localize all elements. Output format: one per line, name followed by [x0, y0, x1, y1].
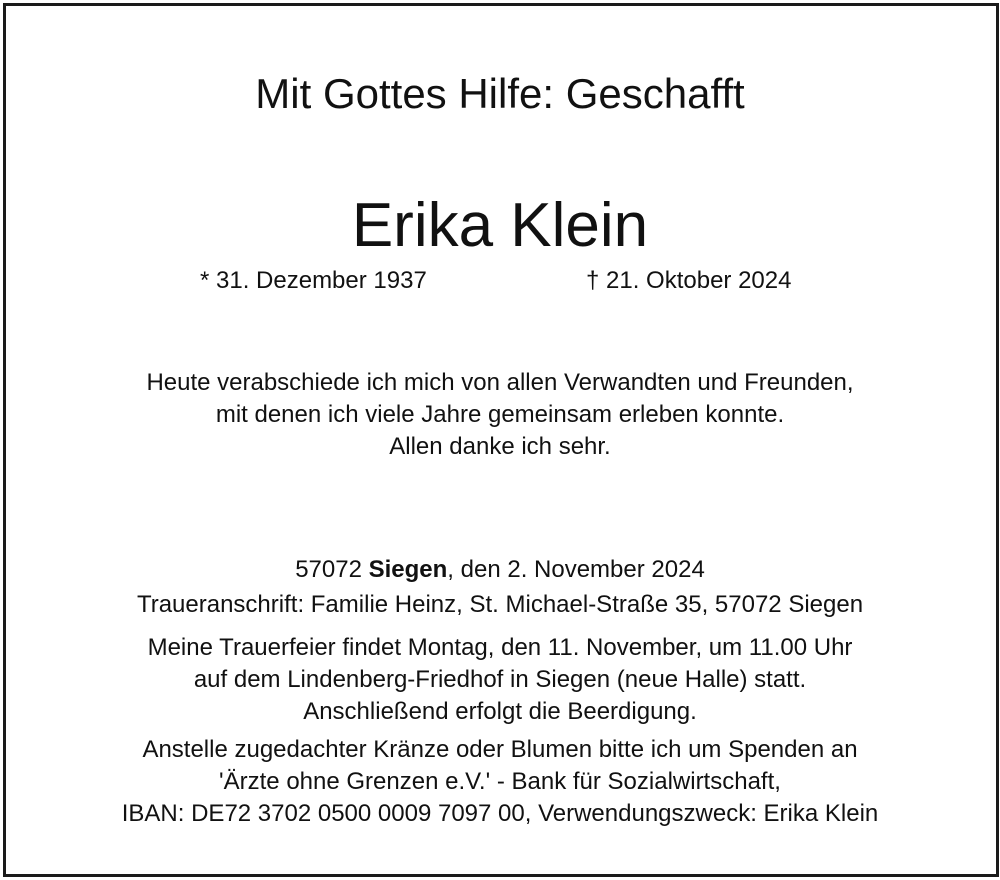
postcode: 57072 — [295, 556, 369, 583]
donation-line: Anstelle zugedachter Kränze oder Blumen bitte ich um Spenden an — [142, 736, 858, 763]
birth-date: * 31. Dezember 1937 — [200, 267, 427, 294]
place-date-line — [0, 554, 1000, 586]
motto-heading: Mit Gottes Hilfe: Geschafft — [255, 70, 745, 117]
funeral-service-text — [0, 632, 1000, 728]
farewell-line: mit denen ich viele Jahre gemeinsam erleben konnte. — [215, 401, 785, 428]
farewell-text — [0, 367, 1000, 463]
farewell-line: Heute verabschiede ich mich von allen Verwandten und Freunden, — [146, 369, 854, 396]
city-name: Siegen — [368, 556, 448, 583]
deceased-name: Erika Klein — [351, 191, 649, 260]
donation-line: 'Ärzte ohne Grenzen e.V.' - Bank für Sozialwirtschaft, — [219, 768, 781, 795]
farewell-line: Allen danke ich sehr. — [389, 433, 611, 460]
donation-text — [0, 734, 1000, 830]
death-date: † 21. Oktober 2024 — [586, 267, 792, 294]
mourning-address: Traueranschrift: Familie Heinz, St. Michael-Straße 35, 57072 Siegen — [136, 591, 864, 618]
service-line: auf dem Lindenberg-Friedhof in Siegen (neue Halle) statt. — [193, 666, 807, 693]
donation-line: IBAN: DE72 3702 0500 0009 7097 00, Verwendungszweck: Erika Klein — [121, 800, 879, 827]
service-line: Anschließend erfolgt die Beerdigung. — [303, 698, 697, 725]
notice-date: , den 2. November 2024 — [447, 556, 705, 583]
service-line: Meine Trauerfeier findet Montag, den 11. November, um 11.00 Uhr — [147, 634, 853, 661]
